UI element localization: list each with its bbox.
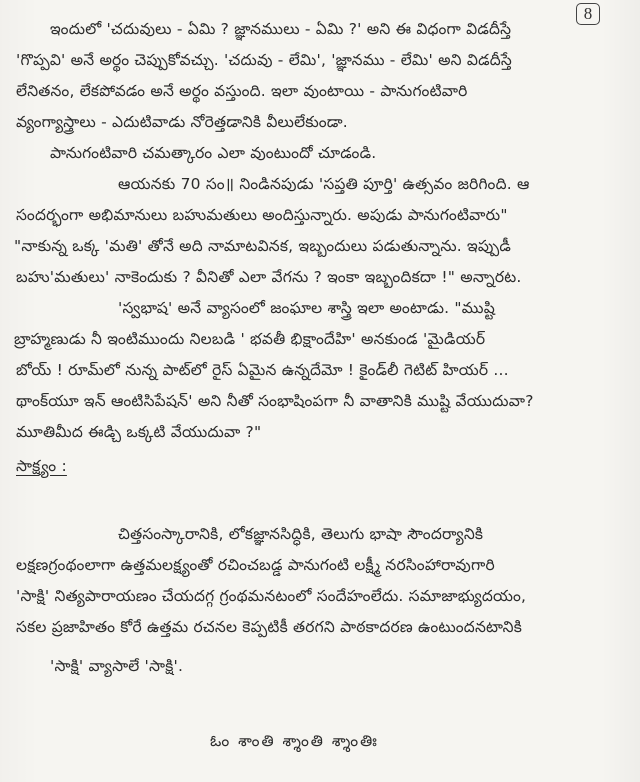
paragraph-4-line-4: థాంక్‌యూ ఇన్ ఆంటిసిపేషన్' అని నీతో సంభాషింపగా నీ వాతానికి ముష్టి వేయుదువా? xyxy=(16,392,534,410)
paragraph-4-line-1: 'స్వభాష' అనే వ్యాసంలో జంఘాల శాస్త్రి ఇలా అంటాడు. "ముష్టి xyxy=(118,299,495,317)
paragraph-3-line-2: సందర్భంగా అభిమానులు బహుమతులు అందిస్తున్నారు. అపుడు పానుగంటివారు" xyxy=(16,206,508,224)
paragraph-3-line-4: బహు'మతులు' నాకెందుకు ? వీనితో ఎలా వేగను ? ఇంకా ఇబ్బందికదా !" అన్నారట. xyxy=(16,268,522,286)
closing-invocation: ఓం శాంతి శ్శాంతి శ్శాంతిః xyxy=(210,732,379,750)
paragraph-1-line-4: వ్యంగ్యాస్త్రాలు - ఎదుటివాడు నోరెత్తడానికి వీలులేకుండా. xyxy=(16,113,348,131)
section-line-2: లక్షణగ్రంథంలాగా ఉత్తమలక్ష్యంతో రచించబడ్డ పానుగంటి లక్ష్మీ నరసింహారావుగారి xyxy=(16,556,495,574)
paragraph-2-line-1: పానుగంటివారి చమత్కారం ఎలా వుంటుందో చూడండి. xyxy=(50,144,377,162)
section-line-3: 'సాక్షి' నిత్యపారాయణం చేయదగ్గ గ్రంథమనటంలో సందేహంలేదు. సమాజాభ్యుదయం, xyxy=(16,587,527,605)
paragraph-4-line-3: బోయ్ ! రూమ్‌లో నున్న పాట్‌లో రైస్ ఏమైన ఉన్నదేమో ! కైండ్‌లీ గెటిట్ హియర్ ... xyxy=(16,361,509,379)
paragraph-1-line-1: ఇందులో 'చదువులు - ఏమి ? జ్ఞానములు - ఏమి ?' అని ఈ విధంగా విడదీస్తే xyxy=(50,20,512,38)
paragraph-3-line-1: ఆయనకు 70 సం॥ నిండినపుడు 'సప్తతి పూర్తి' ఉత్సవం జరిగింది. ఆ xyxy=(118,175,530,193)
paragraph-4-line-2: బ్రాహ్మణుడు నీ ఇంటిముందు నిలబడి ' భవతీ భిక్షాందేహి' అనకుండ 'మైడియర్ xyxy=(14,330,486,348)
paragraph-3-line-3: "నాకున్న ఒక్క 'మతి' తోనే అది నామాటవినక, ఇబ్బందులు పడుతున్నాను. ఇప్పుడీ xyxy=(14,237,512,255)
paragraph-4-line-5: మూతిమీద ఈడ్చి ఒక్కటి వేయుదువా ?" xyxy=(16,423,262,441)
section-line-4: సకల ప్రజాహితం కోరే ఉత్తమ రచనల కెప్పటికీ తరగని పాఠకాదరణ ఉంటుందనటానికి xyxy=(16,618,523,636)
section-line-1: చిత్తసంస్కారానికి, లోకజ్ఞానసిద్ధికి, తెలుగు భాషా సౌందర్యానికి xyxy=(118,525,484,543)
page-number-badge: 8 xyxy=(576,3,600,25)
paragraph-1-line-2: 'గొప్పవి' అనే అర్థం చెప్పుకోవచ్చు. 'చదువు - లేమి', 'జ్ఞానము - లేమి' అని విడదీస్తే xyxy=(16,51,512,69)
section-heading: సాక్ష్యం : xyxy=(16,457,67,475)
section-line-5: 'సాక్షి' వ్యాసాలే 'సాక్షి'. xyxy=(50,657,184,675)
paragraph-1-line-3: లేనితనం, లేకపోవడం అనే అర్థం వస్తుంది. ఇలా వుంటాయి - పానుగంటివారి xyxy=(16,82,468,100)
